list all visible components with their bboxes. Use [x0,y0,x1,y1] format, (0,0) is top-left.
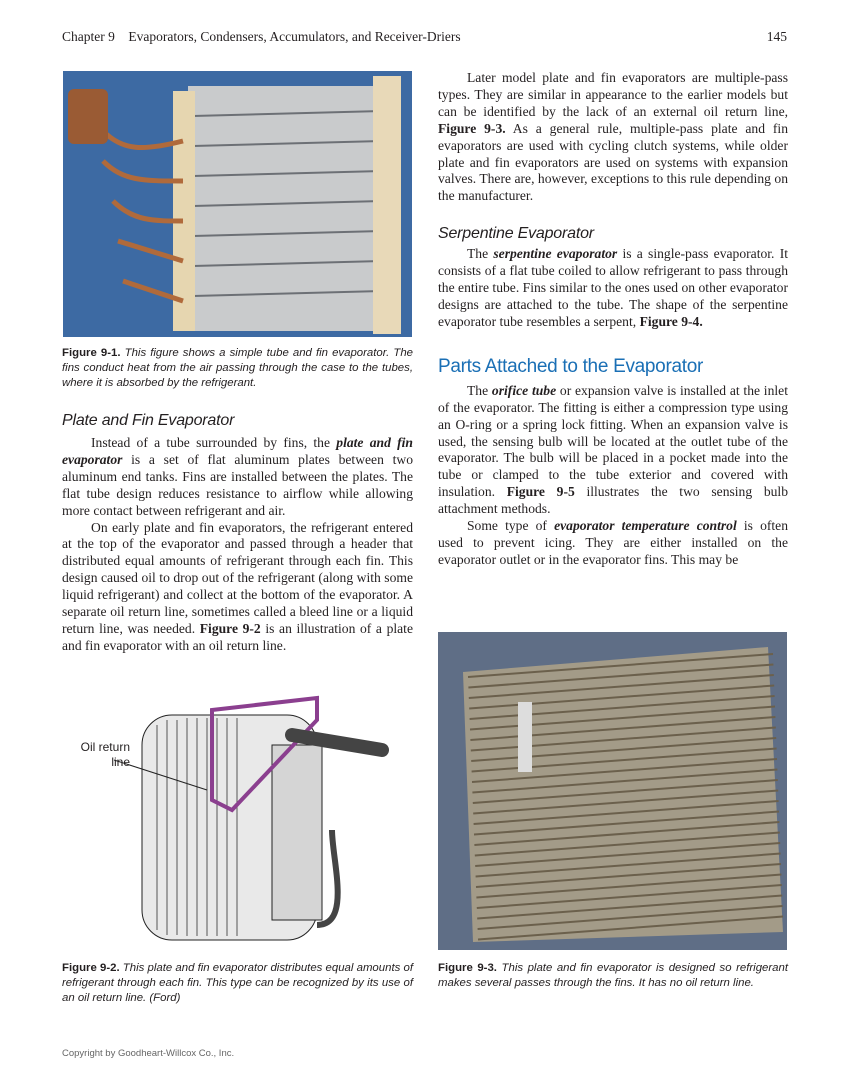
figure-9-2-drawing [62,690,413,950]
heading-serpentine: Serpentine Evaporator [438,225,594,243]
body-text-parts [438,383,788,569]
figure-label: Figure 9-2. [62,962,120,974]
text-run: The [467,382,492,398]
figure-9-1-photo [63,71,412,337]
heading-parts-attached: Parts Attached to the Evaporator [438,355,704,377]
text-run: The [467,246,494,262]
text-run: or expansion valve is installed at the inlet of the evaporator. The fitting is either a compression type using an O-ring or a spring lock fitting. When an expansion valve is used, the sensing bulb will be located at the outlet tube of the evaporator. The bulb will be placed in a pocket made into the tube or clamped to the tube exterior and covered with insulation. [438,382,788,500]
emphasized-term: Figure 9-3. [438,120,506,136]
text-run: Instead of a tube surrounded by fins, the [91,435,337,450]
emphasized-term: serpentine evaporator [493,246,618,262]
body-text-right-top [438,70,788,205]
chapter-title: Evaporators, Condensers, Accumulators, and Receiver-Driers [128,29,461,44]
emphasized-term: evaporator temperature control [554,518,737,534]
figure-label: Figure 9-3. [438,962,497,974]
figure-label: Figure 9-1. [62,347,121,359]
chapter-label: Chapter 9 [62,29,115,44]
figure-9-1-caption [62,346,413,391]
text-run: On early plate and fin evaporators, the refrigerant entered at the top of the evaporator and passed through a header that distributed equal amounts of refrigerant through each fin. This design caused oil to drop out of the refrigerant (along with some liquid refrigerant) and collect at the bottom of the evaporator. A separate oil return line, sometimes called a bleed line or a liquid return line, was needed. [62,519,413,636]
paragraph [438,383,788,518]
caption-text: This figure shows a simple tube and fin evaporator. The fins conduct heat from the air passing through the case to the tubes, where it is absorbed by the refrigerant. [62,347,413,389]
text-run: illustrates the two sensing bulb attachment methods. [438,484,789,517]
paragraph [438,518,788,569]
emphasized-term: plate and fin evaporator [62,435,413,467]
running-header [62,29,461,45]
text-run: is a set of flat aluminum plates between two aluminum end tanks. Fins are installed between the plates. The flat tube design reduces resistance to airflow while allowing more contact between refrigerant and air. [62,451,413,518]
text-run: is an illustration of a plate and fin evaporator with an oil return line. [62,620,413,653]
emphasized-term: Figure 9-4. [639,313,703,329]
page-number: 145 [766,29,787,44]
caption-text: This plate and fin evaporator distributes equal amounts of refrigerant through each fin. This type can be recognized by its use of an oil return line. (Ford) [62,962,413,1004]
text-run: Some type of [467,518,555,534]
paragraph [62,435,413,520]
caption-text: This plate and fin evaporator is designed so refrigerant makes several passes through the fins. It has no oil return line. [438,962,788,989]
figure-9-2-caption [62,961,413,1006]
copyright-footer: Copyright by Goodheart-Willcox Co., Inc. [62,1048,235,1059]
text-run: is a single-pass evaporator. It consists of a flat tube coiled to allow refrigerant to pass through the entire tube. Fins similar to the ones used on other evaporator designs are attached to the tube. The shape of the serpentine evaporator tube resembles a serpent, [438,246,788,329]
paragraph [438,246,788,331]
figure-9-3-photo [438,632,787,950]
figure-9-3-caption [438,961,788,991]
emphasized-term: orifice tube [491,382,557,398]
emphasized-term: Figure 9-2 [199,620,261,636]
paragraph [62,520,413,655]
paragraph [438,70,788,205]
body-text-left [62,435,413,655]
text-run: is often used to prevent icing. They are either installed on the evaporator outlet or in the evaporator fins. This may be [438,518,789,567]
text-run: Later model plate and fin evaporators are multiple-pass types. They are similar in appearance to the earlier models but can be identified by the lack of an external oil return line, [438,70,788,119]
emphasized-term: Figure 9-5 [506,484,575,500]
text-run: As a general rule, multiple-pass plate and fin evaporators are used with cycling clutch systems, while older plate and fin evaporators are used on systems with expansion valves. There are, however, exceptions to this rule depending on the manufacturer. [438,120,788,204]
oil-return-line-callout: Oil return line [80,740,130,769]
body-text-serpentine [438,246,788,331]
heading-plate-and-fin: Plate and Fin Evaporator [62,412,235,429]
